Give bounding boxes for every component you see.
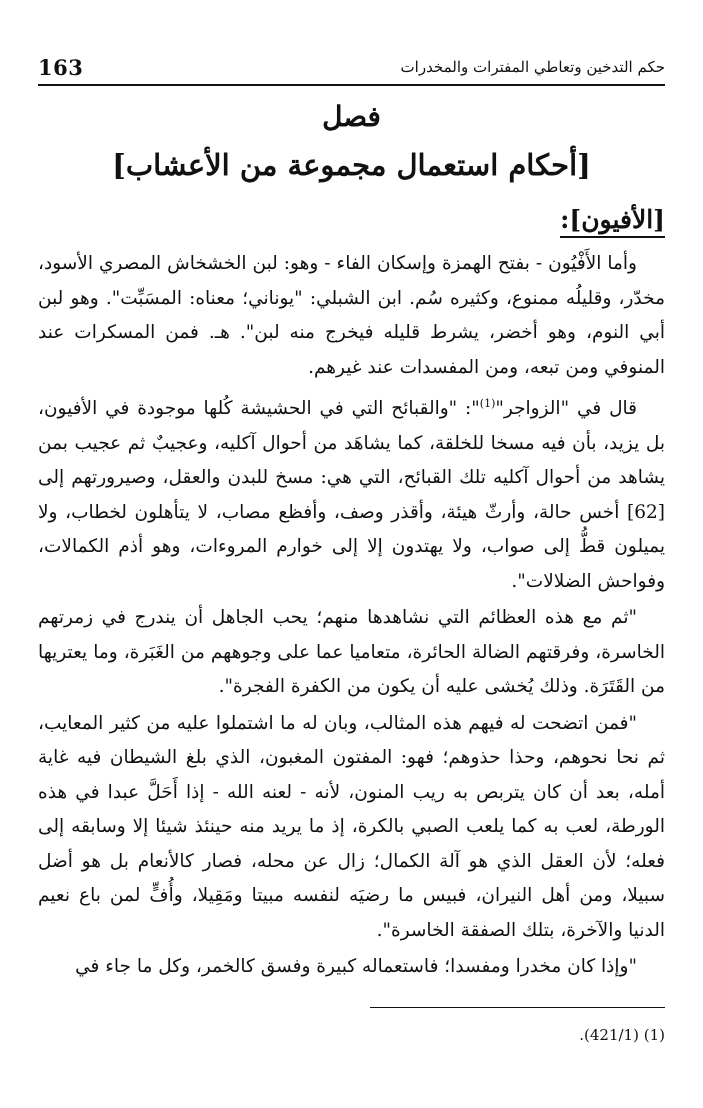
footnote-marker: (1) xyxy=(479,397,496,410)
page-number: 163 xyxy=(38,54,84,80)
paragraph-1: وأما الأَفْيُون - بفتح الهمزة وإسكان الفاء - وهو: لبن الخشخاش المصري الأسود، مخدّر، وقليلُه ممنوع، وكثيره سُم. ابن الشبلي: "يوناني؛ معناه: المسَبِّت". وهو لبن أبي النوم، وهو أخضر، يشرط قليله فيخرج منه لبن". هـ. فمن المسكرات عند المنوفي ومن تبعه، ومن المفسدات عند غيرهم. xyxy=(38,253,665,378)
paragraph-5: "وإذا كان مخدرا ومفسدا؛ فاستعماله كبيرة وفسق كالخمر، وكل ما جاء في xyxy=(75,956,637,978)
footnote-divider xyxy=(370,1007,665,1008)
paragraph-4: "فمن اتضحت له فيهم هذه المثالب، وبان له ما اشتملوا عليه من كثير المعايب، ثم نحا نحوهم، وحذا حذوهم؛ فهو: المفتون المغبون، الذي بلغ الشيطان فيه غاية أمله، بعد أن كان يتربص به ريب المنون، لأنه - لعنه الله - إذا أَحَلَّ عبدا في هذه الورطة، لعب به كما يلعب الصبي بالكرة، إذ ما يريد منه حينئذ شيئا إلا وسابقه إلى فعله؛ لأن العقل الذي هو آلة الكمال؛ زال عن محله، فصار كالأنعام بل هو أضل سبيلا، ومن أهل النيران، فبيس ما رضيَه لنفسه مبيتا ومَقِيلا، وأُفٍّ لمن باع نعيم الدنيا والآخرة، بتلك الصفقة الخاسرة". xyxy=(38,712,665,941)
page-header xyxy=(38,50,665,86)
running-title: حكم التدخين وتعاطي المفترات والمخدرات xyxy=(400,58,665,76)
body-text xyxy=(38,247,665,987)
paragraph-2 xyxy=(38,387,665,599)
footnote: (1) (421/1). xyxy=(579,1026,665,1044)
subheading-opium: [الأفيون]: xyxy=(560,205,665,238)
section-title: [أحكام استعمال مجموعة من الأعشاب] xyxy=(112,148,591,182)
paragraph-3: "ثم مع هذه العظائم التي نشاهدها منهم؛ يحب الجاهل أن يندرج في زمرتهم الخاسرة، وفرقتهم الضالة الحائرة، متعاميا عما على وجوههم من الغَبَرة، وما يعتريها من القَتَرَة. وذلك يُخشى عليه أن يكون من الكفرة الفجرة". xyxy=(38,607,665,698)
paragraph-2-text: ": "والقبائح التي في الحشيشة كُلها موجودة في الأفيون، بل يزيد، بأن فيه مسخا للخلقة، كما يشاهَد من أحوال آكليه، وعجيبٌ ثم عجيب بمن يشاهد من أحوال آكليه تلك القبائح، التي هي: مسخ للبدن والعقل، وصيرورتهم إلى [62] أخس حالة، وأرثّ هيئة، وأقذر وصف، وأفظع مصاب، لا يتأهلون لخطاب، ولا يميلون قطُّ إلى صواب، ولا يهتدون إلا إلى خوارم المروءات، وهو أذم الكمالات، وفواحش الضلالات". xyxy=(38,398,665,592)
chapter-heading: فصل xyxy=(322,100,381,133)
paragraph-2-lead: قال في "الزواجر" xyxy=(495,398,637,420)
